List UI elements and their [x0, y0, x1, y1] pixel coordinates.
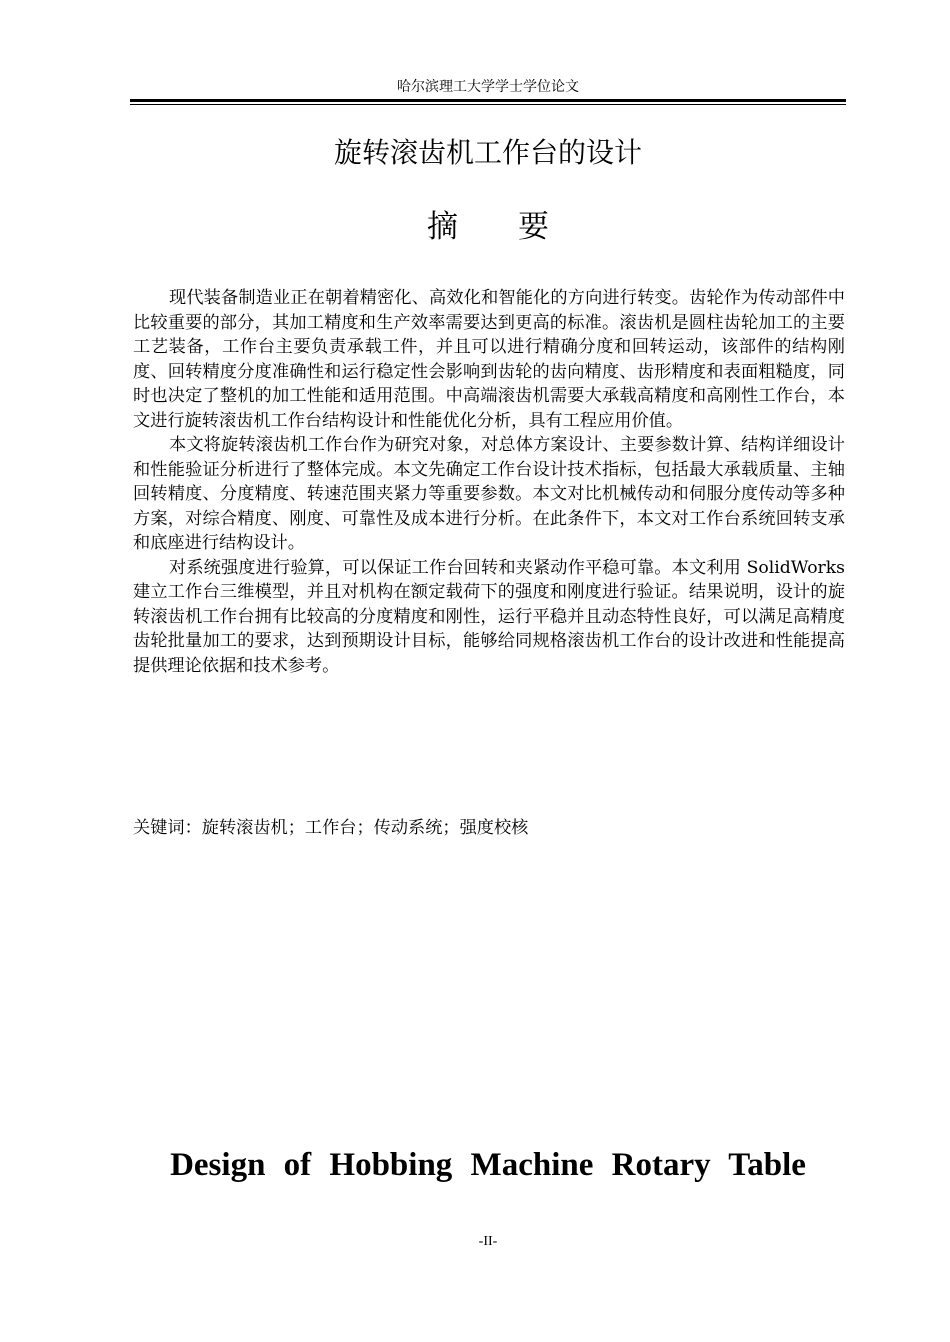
thesis-title-chinese: 旋转滚齿机工作台的设计 [333, 136, 642, 169]
keywords-line [133, 816, 845, 840]
keywords-label: 关键词： [133, 818, 202, 838]
abstract-paragraph-2: 本文将旋转滚齿机工作台作为研究对象，对总体方案设计、主要参数计算、结构详细设计和性能验证分析进行了整体完成。本文先确定工作台设计技术指标，包括最大承载质量、主轴回转精度、分度精度、转速范围夹紧力等重要参数。本文对比机械传动和伺服分度传动等多种方案，对综合精度、刚度、可靠性及成本进行分析。在此条件下，本文对工作台系统回转支承和底座进行结构设计。 [133, 435, 845, 553]
thesis-title-english: Design of Hobbing Machine Rotary Table [170, 1147, 806, 1183]
abstract-body [133, 286, 845, 678]
keywords-text: 旋转滚齿机；工作台；传动系统；强度校核 [201, 818, 529, 838]
page-number: -II- [478, 1234, 498, 1249]
header-rule-thin [130, 104, 846, 105]
abstract-heading: 摘要 [427, 209, 609, 245]
running-header: 哈尔滨理工大学学士学位论文 [397, 79, 579, 95]
header-rule-thick [130, 99, 846, 102]
abstract-paragraph-3: 对系统强度进行验算，可以保证工作台回转和夹紧动作平稳可靠。本文利用 SolidWorks 建立工作台三维模型，并且对机构在额定载荷下的强度和刚度进行验证。结果说明，设计的旋转滚齿机工作台拥有比较高的分度精度和刚性，运行平稳并且动态特性良好，可以满足高精度齿轮批量加工的要求，达到预期设计目标，能够给同规格滚齿机工作台的设计改进和性能提高提供理论依据和技术参考。 [133, 557, 845, 676]
abstract-paragraph-1: 现代装备制造业正在朝着精密化、高效化和智能化的方向进行转变。齿轮作为传动部件中比较重要的部分，其加工精度和生产效率需要达到更高的标准。滚齿机是圆柱齿轮加工的主要工艺装备，工作台主要负责承载工件，并且可以进行精确分度和回转运动，该部件的结构刚度、回转精度分度准确性和运行稳定性会影响到齿轮的齿向精度、齿形精度和表面粗糙度，同时也决定了整机的加工性能和适用范围。中高端滚齿机需要大承载高精度和高刚性工作台，本文进行旋转滚齿机工作台结构设计和性能优化分析，具有工程应用价值。 [133, 288, 845, 431]
